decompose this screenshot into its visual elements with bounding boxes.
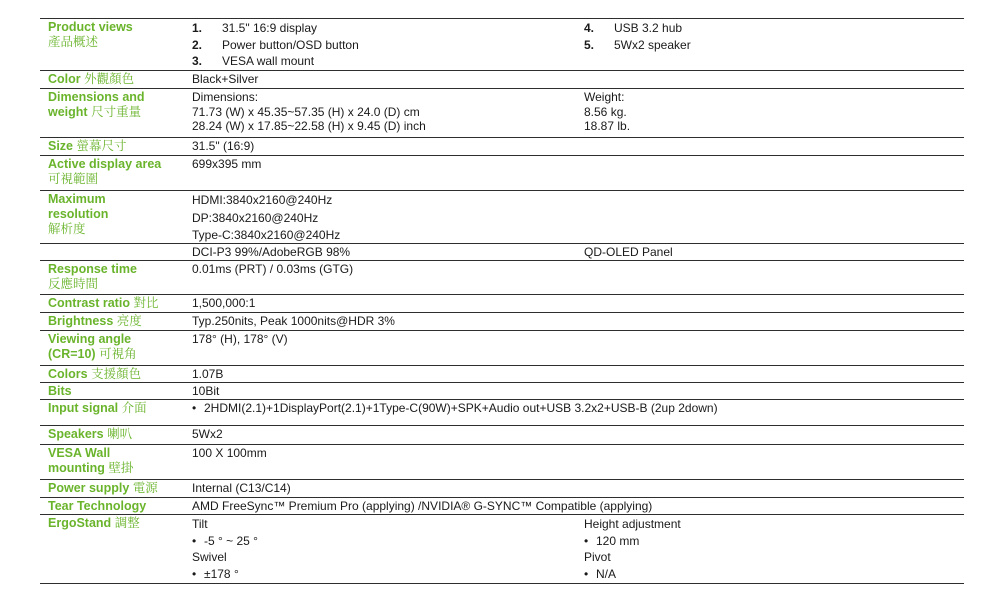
label-ergostand: ErgoStand 調整 [48, 516, 140, 530]
row-bits [40, 382, 964, 399]
value-ergostand-left: Tilt • -5 ° ~ 25 ° Swivel • ±178 ° [192, 516, 258, 582]
value-power-supply: Internal (C13/C14) [192, 481, 291, 495]
value-vesa: 100 X 100mm [192, 446, 267, 460]
value-bits: 10Bit [192, 384, 220, 398]
label-product-views [48, 20, 183, 50]
value-gamut: DCI-P3 99%/AdobeRGB 98% [192, 245, 351, 259]
label-response-time: Response time 反應時間 [48, 262, 137, 291]
bullet-item: • 2HDMI(2.1)+1DisplayPort(2.1)+1Type-C(90W)+SPK+Audio out+USB 3.2x2+USB-B (2up 2down) [192, 401, 718, 415]
label-color: Color 外觀顏色 [48, 72, 135, 86]
row-product-views [40, 18, 964, 70]
row-active-area [40, 155, 964, 190]
spec-table [40, 18, 964, 584]
row-dimensions [40, 88, 964, 137]
row-response-time [40, 260, 964, 294]
bullet-item: • ±178 ° [192, 566, 258, 583]
row-gamut [40, 243, 964, 260]
value-panel: QD-OLED Panel [584, 245, 673, 259]
row-contrast [40, 294, 964, 312]
bullet-item: • 120 mm [584, 533, 681, 550]
row-input-signal [40, 399, 964, 425]
value-dimensions: Dimensions: 71.73 (W) x 45.35~57.35 (H) x 24.0 (D) cm 28.24 (W) x 17.85~22.58 (H) x 9.45 (D) inch [192, 90, 426, 133]
label-brightness: Brightness 亮度 [48, 314, 142, 328]
row-colors [40, 365, 964, 382]
label-input-signal: Input signal 介面 [48, 401, 147, 415]
label-max-resolution: Maximum resolution 解析度 [48, 192, 109, 236]
label-active-area: Active display area 可視範圍 [48, 157, 162, 186]
row-color [40, 70, 964, 88]
row-vesa [40, 444, 964, 479]
value-brightness: Typ.250nits, Peak 1000nits@HDR 3% [192, 314, 395, 328]
row-viewing-angle [40, 330, 964, 365]
label-power-supply: Power supply 電源 [48, 481, 158, 495]
label-tear-technology: Tear Technology [48, 499, 147, 513]
label-colors: Colors 支援顏色 [48, 367, 142, 381]
list-item: 1. 31.5" 16:9 display [192, 21, 317, 35]
value-max-resolution: HDMI:3840x2160@240Hz DP:3840x2160@240Hz Type-C:3840x2160@240Hz [192, 193, 341, 242]
row-ergostand [40, 514, 964, 584]
label-contrast: Contrast ratio 對比 [48, 296, 159, 310]
label-en: Product views [48, 20, 133, 34]
row-tear-technology [40, 497, 964, 514]
label-dimensions: Dimensions and weight 尺寸重量 [48, 90, 145, 119]
value-size: 31.5" (16:9) [192, 139, 255, 153]
list-item: 4. USB 3.2 hub [584, 21, 683, 35]
row-speakers [40, 425, 964, 444]
label-bits: Bits [48, 384, 72, 398]
value-input-signal [192, 401, 718, 416]
product-views-list-right [584, 20, 691, 53]
row-max-resolution [40, 190, 964, 243]
value-tear-technology: AMD FreeSync™ Premium Pro (applying) /NVIDIA® G-SYNC™ Compatible (applying) [192, 499, 653, 513]
label-speakers: Speakers 喇叭 [48, 427, 133, 441]
bullet-item: • N/A [584, 566, 681, 583]
row-brightness [40, 312, 964, 330]
label-size: Size 螢幕尺寸 [48, 139, 127, 153]
value-weight: Weight: 8.56 kg. 18.87 lb. [584, 90, 631, 133]
product-views-list-left [192, 20, 359, 70]
value-speakers: 5Wx2 [192, 427, 223, 441]
list-item: 2. Power button/OSD button [192, 37, 359, 52]
label-zh: 產品概述 [48, 35, 99, 49]
value-ergostand-right: Height adjustment • 120 mm Pivot • N/A [584, 516, 681, 582]
value-color: Black+Silver [192, 72, 259, 86]
value-active-area: 699x395 mm [192, 157, 262, 171]
list-item: 5. 5Wx2 speaker [584, 37, 691, 52]
bullet-item: • -5 ° ~ 25 ° [192, 533, 258, 550]
value-viewing-angle: 178° (H), 178° (V) [192, 332, 288, 346]
list-item: 3. VESA wall mount [192, 54, 315, 68]
label-viewing-angle: Viewing angle (CR=10) 可視角 [48, 332, 137, 361]
label-vesa: VESA Wall mounting 壁掛 [48, 446, 134, 475]
value-response-time: 0.01ms (PRT) / 0.03ms (GTG) [192, 262, 354, 276]
row-size [40, 137, 964, 155]
row-power-supply [40, 479, 964, 497]
value-colors: 1.07B [192, 367, 224, 381]
value-contrast: 1,500,000:1 [192, 296, 256, 310]
